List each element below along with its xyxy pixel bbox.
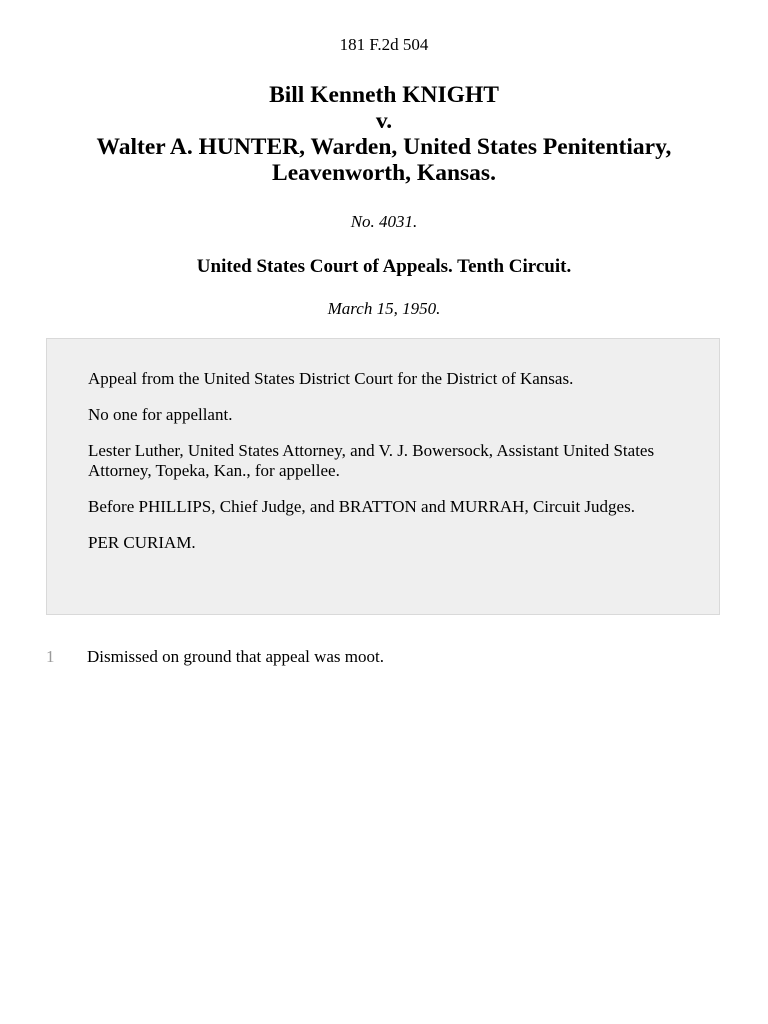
per-curiam-label: PER CURIAM. — [88, 533, 196, 552]
case-citation: 181 F.2d 504 — [339, 35, 429, 54]
paragraph-text: Dismissed on ground that appeal was moot. — [87, 647, 384, 666]
decision-date: March 15, 1950. — [327, 299, 441, 318]
title-respondent: Walter A. HUNTER, Warden, United States Penitentiary, — [96, 134, 672, 160]
title-respondent-location: Leavenworth, Kansas. — [272, 160, 496, 186]
appeal-origin: Appeal from the United States District Court for the District of Kansas. — [88, 369, 574, 388]
title-petitioner: Bill Kenneth KNIGHT — [269, 82, 499, 108]
title-versus: v. — [375, 108, 393, 134]
appellee-counsel: Lester Luther, United States Attorney, and V. J. Bowersock, Assistant United States Attorney, Topeka, Kan., for appellee. — [88, 441, 655, 480]
court-name: United States Court of Appeals. Tenth Circuit. — [196, 256, 572, 277]
docket-number: No. 4031. — [350, 212, 418, 231]
syllabus-box — [46, 338, 720, 615]
judges-panel: Before PHILLIPS, Chief Judge, and BRATTON and MURRAH, Circuit Judges. — [88, 497, 635, 516]
case-title — [40, 82, 728, 186]
paragraph-number: 1 — [46, 647, 55, 666]
appellant-counsel: No one for appellant. — [88, 405, 233, 424]
